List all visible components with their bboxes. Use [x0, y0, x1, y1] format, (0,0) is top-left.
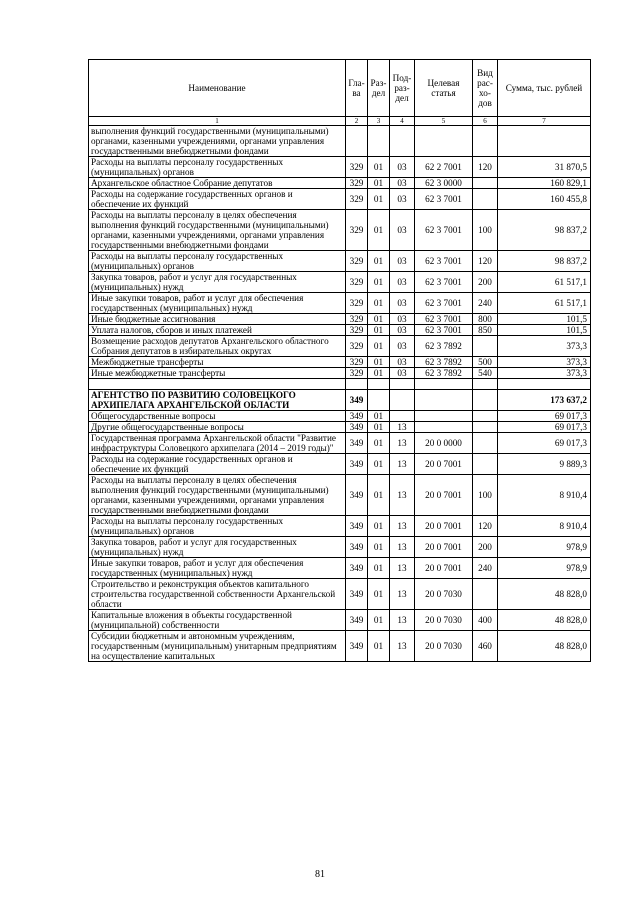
column-number: 5 [415, 117, 473, 126]
cell-vid: 100 [473, 210, 498, 251]
table-row [89, 325, 591, 336]
cell-vid: 240 [473, 293, 498, 314]
cell-glava: 329 [346, 189, 368, 210]
table-row [89, 411, 591, 422]
cell-name: Субсидии бюджетным и автономным учреждениям, государственным (муниципальным) унитарным предприятиям на осуществление капитальных [89, 631, 346, 662]
cell-statya: 62 3 0000 [415, 178, 473, 189]
cell-summa: 373,3 [498, 368, 591, 379]
cell-razdel: 01 [368, 314, 390, 325]
cell-name: Иные закупки товаров, работ и услуг для обеспечения государственных (муниципальных) нужд [89, 293, 346, 314]
table-row [89, 475, 591, 516]
cell-podrazdel: 03 [390, 357, 415, 368]
cell-razdel [368, 379, 390, 390]
cell-statya: 20 0 7001 [415, 537, 473, 558]
table-row [89, 293, 591, 314]
cell-vid [473, 189, 498, 210]
cell-statya: 20 0 7001 [415, 558, 473, 579]
cell-vid [473, 379, 498, 390]
cell-glava: 329 [346, 178, 368, 189]
cell-podrazdel: 13 [390, 516, 415, 537]
cell-glava: 329 [346, 251, 368, 272]
cell-glava: 329 [346, 368, 368, 379]
cell-razdel: 01 [368, 189, 390, 210]
cell-name: Возмещение расходов депутатов Архангельского областного Собрания депутатов в избирательных округах [89, 336, 346, 357]
header-podrazdel: Под-раз-дел [390, 60, 415, 117]
cell-summa: 160 455,8 [498, 189, 591, 210]
cell-vid: 460 [473, 631, 498, 662]
cell-name: АГЕНТСТВО ПО РАЗВИТИЮ СОЛОВЕЦКОГО АРХИПЕЛАГА АРХАНГЕЛЬСКОЙ ОБЛАСТИ [89, 390, 346, 411]
table-row [89, 178, 591, 189]
cell-podrazdel: 13 [390, 433, 415, 454]
cell-glava: 329 [346, 314, 368, 325]
cell-statya [415, 411, 473, 422]
cell-name: Расходы на выплаты персоналу в целях обеспечения выполнения функций государственными (муниципальными) органами, казенными учреждениями, органами управления государственными внебюджетными фондами [89, 210, 346, 251]
header-summa: Сумма, тыс. рублей [498, 60, 591, 117]
cell-podrazdel [390, 390, 415, 411]
cell-statya [415, 126, 473, 157]
table-row [89, 454, 591, 475]
cell-razdel: 01 [368, 475, 390, 516]
cell-podrazdel: 03 [390, 178, 415, 189]
cell-podrazdel: 13 [390, 475, 415, 516]
cell-vid: 540 [473, 368, 498, 379]
cell-vid [473, 411, 498, 422]
cell-glava: 329 [346, 336, 368, 357]
table-row [89, 368, 591, 379]
cell-name: Закупка товаров, работ и услуг для государственных (муниципальных) нужд [89, 272, 346, 293]
cell-summa: 48 828,0 [498, 631, 591, 662]
cell-glava: 349 [346, 558, 368, 579]
cell-glava: 329 [346, 325, 368, 336]
header-name: Наименование [89, 60, 346, 117]
cell-razdel: 01 [368, 454, 390, 475]
spacer-row [89, 379, 591, 390]
cell-podrazdel: 13 [390, 454, 415, 475]
cell-razdel: 01 [368, 210, 390, 251]
cell-razdel: 01 [368, 368, 390, 379]
cell-name: Иные межбюджетные трансферты [89, 368, 346, 379]
cell-name: Государственная программа Архангельской области "Развитие инфраструктуры Соловецкого архипелага (2014 – 2019 годы)" [89, 433, 346, 454]
cell-vid: 120 [473, 157, 498, 178]
table-row [89, 433, 591, 454]
cell-glava: 349 [346, 475, 368, 516]
column-number-row [89, 117, 591, 126]
cell-statya: 62 3 7001 [415, 314, 473, 325]
column-number: 6 [473, 117, 498, 126]
cell-statya: 62 3 7001 [415, 189, 473, 210]
cell-name: Расходы на выплаты персоналу в целях обеспечения выполнения функций государственными (муниципальными) органами, казенными учреждениями, органами управления государственными внебюджетными фондами [89, 475, 346, 516]
cell-vid [473, 422, 498, 433]
cell-podrazdel: 03 [390, 336, 415, 357]
cell-glava [346, 379, 368, 390]
cell-glava: 329 [346, 357, 368, 368]
cell-vid [473, 390, 498, 411]
cell-podrazdel: 03 [390, 210, 415, 251]
cell-statya [415, 379, 473, 390]
header-glava: Гла-ва [346, 60, 368, 117]
cell-razdel: 01 [368, 631, 390, 662]
cell-summa: 8 910,4 [498, 516, 591, 537]
cell-vid: 500 [473, 357, 498, 368]
cell-summa: 373,3 [498, 357, 591, 368]
cell-summa: 978,9 [498, 537, 591, 558]
header-vid: Вид рас-хо-дов [473, 60, 498, 117]
cell-vid: 240 [473, 558, 498, 579]
cell-statya: 62 2 7001 [415, 157, 473, 178]
cell-name: Расходы на содержание государственных органов и обеспечение их функций [89, 189, 346, 210]
cell-summa [498, 126, 591, 157]
cell-podrazdel: 03 [390, 251, 415, 272]
table-body [89, 126, 591, 662]
cell-razdel: 01 [368, 178, 390, 189]
cell-statya [415, 422, 473, 433]
column-number: 1 [89, 117, 346, 126]
cell-statya: 62 3 7001 [415, 210, 473, 251]
table-row [89, 516, 591, 537]
table-row [89, 336, 591, 357]
cell-glava: 349 [346, 537, 368, 558]
cell-summa: 48 828,0 [498, 610, 591, 631]
column-number: 3 [368, 117, 390, 126]
column-number: 4 [390, 117, 415, 126]
cell-razdel: 01 [368, 251, 390, 272]
cell-podrazdel: 13 [390, 558, 415, 579]
cell-statya: 20 0 7030 [415, 579, 473, 610]
table-row [89, 610, 591, 631]
cell-name: Другие общегосударственные вопросы [89, 422, 346, 433]
cell-podrazdel: 03 [390, 189, 415, 210]
cell-razdel: 01 [368, 411, 390, 422]
cell-statya: 20 0 7030 [415, 631, 473, 662]
cell-name: Строительство и реконструкция объектов капитального строительства государственной собственности Архангельской области [89, 579, 346, 610]
cell-vid: 100 [473, 475, 498, 516]
header-statya: Целевая статья [415, 60, 473, 117]
cell-name: Закупка товаров, работ и услуг для государственных (муниципальных) нужд [89, 537, 346, 558]
cell-razdel [368, 126, 390, 157]
cell-statya: 62 3 7001 [415, 251, 473, 272]
cell-glava: 329 [346, 272, 368, 293]
cell-name: Расходы на выплаты персоналу государственных (муниципальных) органов [89, 516, 346, 537]
cell-summa: 98 837,2 [498, 210, 591, 251]
header-razdel: Раз-дел [368, 60, 390, 117]
cell-podrazdel: 03 [390, 272, 415, 293]
cell-podrazdel [390, 379, 415, 390]
cell-summa: 9 889,3 [498, 454, 591, 475]
cell-razdel: 01 [368, 558, 390, 579]
cell-name: Архангельское областное Собрание депутатов [89, 178, 346, 189]
cell-statya: 62 3 7892 [415, 368, 473, 379]
cell-podrazdel: 13 [390, 422, 415, 433]
cell-statya: 62 3 7892 [415, 336, 473, 357]
cell-glava: 349 [346, 610, 368, 631]
cell-glava: 349 [346, 390, 368, 411]
cell-glava: 349 [346, 454, 368, 475]
table-row [89, 558, 591, 579]
cell-glava: 349 [346, 516, 368, 537]
cell-name: Капитальные вложения в объекты государственной (муниципальной) собственности [89, 610, 346, 631]
cell-summa: 69 017,3 [498, 422, 591, 433]
cell-statya [415, 390, 473, 411]
cell-glava: 349 [346, 579, 368, 610]
cell-glava: 349 [346, 433, 368, 454]
cell-glava: 329 [346, 157, 368, 178]
cell-summa: 978,9 [498, 558, 591, 579]
cell-razdel: 01 [368, 157, 390, 178]
cell-vid [473, 178, 498, 189]
cell-summa: 31 870,5 [498, 157, 591, 178]
cell-name: Межбюджетные трансферты [89, 357, 346, 368]
cell-vid [473, 126, 498, 157]
table-row [89, 357, 591, 368]
column-number: 2 [346, 117, 368, 126]
table-row [89, 422, 591, 433]
cell-glava: 349 [346, 422, 368, 433]
cell-podrazdel [390, 411, 415, 422]
cell-name: Иные бюджетные ассигнования [89, 314, 346, 325]
cell-vid [473, 433, 498, 454]
cell-statya: 20 0 7001 [415, 516, 473, 537]
cell-vid: 120 [473, 251, 498, 272]
table-header-row [89, 60, 591, 117]
cell-vid: 800 [473, 314, 498, 325]
table-row [89, 631, 591, 662]
document-page [88, 59, 590, 662]
cell-name: Уплата налогов, сборов и иных платежей [89, 325, 346, 336]
cell-razdel: 01 [368, 516, 390, 537]
table-row [89, 157, 591, 178]
cell-vid: 120 [473, 516, 498, 537]
table-row [89, 272, 591, 293]
cell-name: Иные закупки товаров, работ и услуг для обеспечения государственных (муниципальных) нужд [89, 558, 346, 579]
cell-statya: 62 3 7001 [415, 272, 473, 293]
cell-glava [346, 126, 368, 157]
cell-summa: 61 517,1 [498, 272, 591, 293]
table-row [89, 579, 591, 610]
cell-glava: 349 [346, 411, 368, 422]
cell-podrazdel: 13 [390, 579, 415, 610]
cell-podrazdel: 13 [390, 610, 415, 631]
cell-summa: 61 517,1 [498, 293, 591, 314]
cell-vid [473, 454, 498, 475]
cell-statya: 62 3 7892 [415, 357, 473, 368]
table-row [89, 390, 591, 411]
table-row [89, 210, 591, 251]
cell-podrazdel: 03 [390, 368, 415, 379]
cell-podrazdel: 13 [390, 537, 415, 558]
page-number: 81 [315, 869, 325, 880]
cell-razdel: 01 [368, 579, 390, 610]
cell-statya: 20 0 7001 [415, 454, 473, 475]
cell-statya: 20 0 7001 [415, 475, 473, 516]
cell-glava: 329 [346, 210, 368, 251]
cell-razdel: 01 [368, 433, 390, 454]
cell-vid: 400 [473, 610, 498, 631]
table-row [89, 251, 591, 272]
cell-name: Расходы на выплаты персоналу государственных (муниципальных) органов [89, 157, 346, 178]
cell-razdel [368, 390, 390, 411]
cell-razdel: 01 [368, 610, 390, 631]
cell-name: Расходы на выплаты персоналу государственных (муниципальных) органов [89, 251, 346, 272]
cell-summa [498, 379, 591, 390]
table-row [89, 537, 591, 558]
column-number: 7 [498, 117, 591, 126]
cell-summa: 101,5 [498, 325, 591, 336]
cell-vid: 200 [473, 272, 498, 293]
cell-name [89, 379, 346, 390]
table-row [89, 189, 591, 210]
cell-vid [473, 579, 498, 610]
cell-summa: 69 017,3 [498, 411, 591, 422]
cell-summa: 173 637,2 [498, 390, 591, 411]
cell-summa: 8 910,4 [498, 475, 591, 516]
cell-summa: 160 829,1 [498, 178, 591, 189]
cell-name: Расходы на содержание государственных органов и обеспечение их функций [89, 454, 346, 475]
cell-summa: 48 828,0 [498, 579, 591, 610]
cell-summa: 98 837,2 [498, 251, 591, 272]
cell-vid [473, 336, 498, 357]
cell-podrazdel: 03 [390, 293, 415, 314]
cell-summa: 101,5 [498, 314, 591, 325]
cell-razdel: 01 [368, 357, 390, 368]
budget-table [88, 59, 591, 662]
cell-glava: 349 [346, 631, 368, 662]
cell-razdel: 01 [368, 293, 390, 314]
cell-summa: 373,3 [498, 336, 591, 357]
cell-glava: 329 [346, 293, 368, 314]
cell-razdel: 01 [368, 325, 390, 336]
cell-razdel: 01 [368, 272, 390, 293]
cell-name: Общегосударственные вопросы [89, 411, 346, 422]
cell-vid: 200 [473, 537, 498, 558]
cell-razdel: 01 [368, 336, 390, 357]
cell-statya: 62 3 7001 [415, 325, 473, 336]
cell-vid: 850 [473, 325, 498, 336]
cell-razdel: 01 [368, 537, 390, 558]
cell-summa: 69 017,3 [498, 433, 591, 454]
cell-podrazdel: 13 [390, 631, 415, 662]
cell-statya: 20 0 7030 [415, 610, 473, 631]
cell-podrazdel: 03 [390, 325, 415, 336]
table-row [89, 126, 591, 157]
cell-razdel: 01 [368, 422, 390, 433]
cell-statya: 62 3 7001 [415, 293, 473, 314]
cell-statya: 20 0 0000 [415, 433, 473, 454]
cell-podrazdel [390, 126, 415, 157]
cell-name: выполнения функций государственными (муниципальными) органами, казенными учреждениями, органами управления государственными внебюджетными фондами [89, 126, 346, 157]
cell-podrazdel: 03 [390, 157, 415, 178]
table-row [89, 314, 591, 325]
cell-podrazdel: 03 [390, 314, 415, 325]
